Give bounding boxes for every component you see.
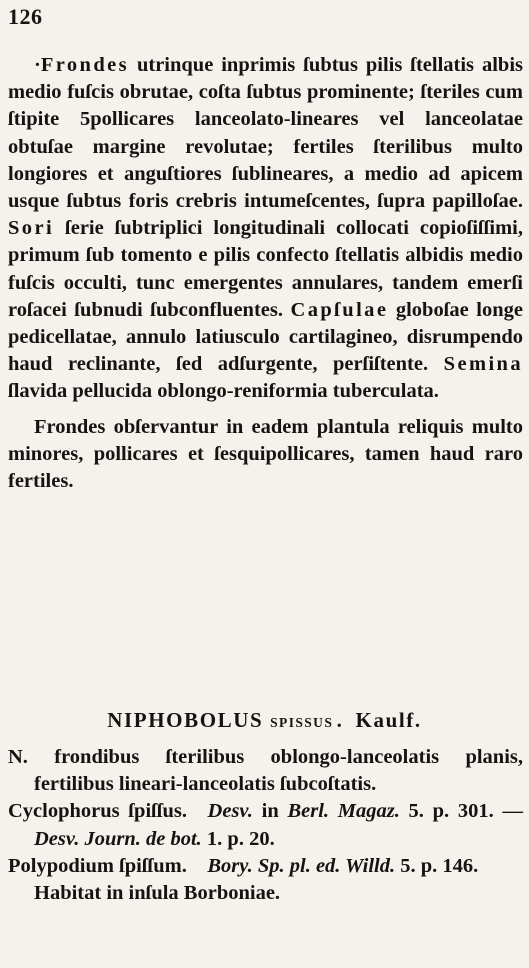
description-paragraph <box>8 52 523 406</box>
semina-description: ſlavida pellucida oblongo-reniformia tuberculata. <box>8 380 439 403</box>
synonym-citation: 5. p. 146. <box>395 854 479 877</box>
synonym-work: Bory. Sp. pl. ed. Willd. <box>207 854 396 877</box>
synonym-in: in <box>252 800 288 823</box>
frond-description: utrinque inprimis ſubtus pilis ſtellatis albis medio fuſcis obrutae, coſta ſubtus prominente; ſteriles cum ſtipite 5pollicares lanceolato-lineares vel lanceolatae obtuſae margine revolutae; fertiles ſterilibus multo longiores et anguſtiores ſublineares, a medio ad apicem usque ſubtus foris crebris intumeſcentes, ſupra papilloſae. <box>8 54 523 213</box>
synonym-journal-citation: 1. p. 20. <box>201 827 275 850</box>
habitat: Habitat in inſula Borboniae. <box>34 882 281 905</box>
synonym-cyclophorus <box>8 798 523 852</box>
description-text <box>8 52 523 495</box>
keyword-semina: Semina <box>443 353 523 376</box>
author-name: Kaulf. <box>355 708 422 732</box>
synonym-work: Berl. Magaz. <box>287 800 400 823</box>
capsulae-description: globoſae longe pedicellatae, annulo latiusculo cartilagineo, disrumpendo haud reclinante, ſed adſurgente, perſiſtente. <box>8 298 523 376</box>
genus-name: NIPHOBOLUS <box>107 708 264 732</box>
page-number: 126 <box>8 4 43 29</box>
species-heading: NIPHOBOLUS SPISSUS . Kaulf. <box>107 708 422 732</box>
species-entry <box>8 744 523 907</box>
species-epithet: SPISSUS <box>270 715 334 730</box>
diagnosis: N. frondibus ſterilibus oblongo-lanceolatis planis, fertilibus lineari-lanceolatis ſubcoſtatis. <box>8 746 523 796</box>
synonym-journal: Desv. Journ. de bot. <box>34 827 202 850</box>
paragraph-mark: · <box>34 54 41 76</box>
synonym-author: Desv. <box>207 800 253 823</box>
keyword-frondes: Frondes <box>40 54 130 76</box>
keyword-sori: Sori <box>8 217 55 240</box>
synonym-polypodium <box>8 853 523 880</box>
sori-description: ſerie ſubtriplici longitudinali collocati copioſiſſimi, primum ſub tomento e pilis confecto ſtellatis albidis medio fuſcis occulti, tunc emergentes annulares, tandem emerſi roſacei ſubnudi ſubconfluentes. <box>8 217 523 321</box>
observation-paragraph: Frondes obſervantur in eadem plantula reliquis multo minores, pollicares et ſesquipollicares, tamen haud raro fertiles. <box>8 415 523 493</box>
keyword-capsulae: Capſulae <box>290 298 389 321</box>
synonym-name: Cyclophorus ſpiſſus. <box>8 800 188 823</box>
synonym-name: Polypodium ſpiſſum. <box>8 854 187 877</box>
synonym-citation: 5. p. 301. — <box>399 800 523 823</box>
